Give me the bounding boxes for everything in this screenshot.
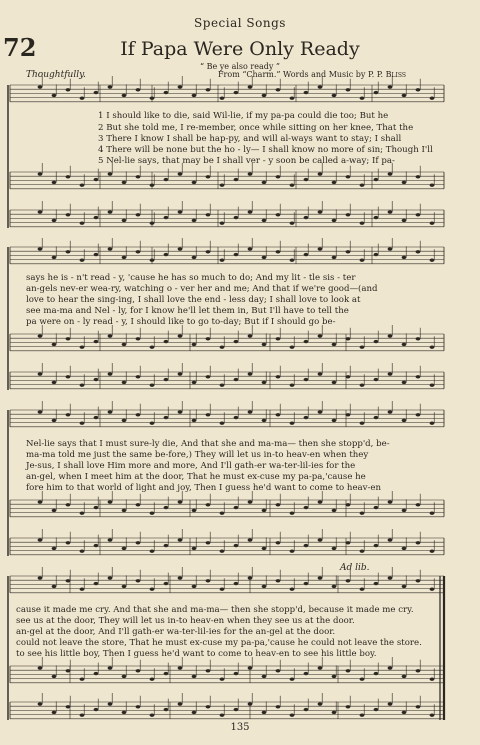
lyric-line: fore him to that world of light and joy, Then I guess he'd want to come to heav-en (26, 483, 382, 493)
lyric-line: love to hear the sing-ing, I shall love the end - less day; I shall love to look at (26, 295, 361, 305)
credit-prefix: From “Charm.” Words and Music by (218, 70, 366, 79)
lyric-line: 1 I should like to die, said Wil-lie, if my pa-pa could die too; But he (98, 111, 389, 121)
ad-lib-marking: Ad lib. (340, 563, 370, 573)
section-title: Special Songs (194, 16, 286, 30)
lyric-line: says he is - n't read - y, 'cause he has so much to do; And my lit - tle sis - ter (26, 273, 356, 283)
hymn-number: 72 (3, 33, 37, 62)
page-number: 135 (230, 722, 250, 733)
lyric-line: an-gel, when I meet him at the door, That he must ex-cuse my pa-pa,'cause he (26, 472, 366, 482)
lyric-line: could not leave the store, That he must ex-cuse my pa-pa,'cause he could not leave the store. (16, 638, 422, 648)
credit-author: P. P. Bliss (367, 70, 406, 79)
lyric-line: an-gel at the door, And I'll gath-er wa-ter-lil-ies for the an-gel at the door. (16, 627, 336, 637)
lyric-line: see us at the door, They will let us in-to heav-en when they see us at the door. (16, 616, 355, 626)
lyric-line: Nel-lie says that I must sure-ly die, And that she and ma-ma— then she stopp'd, be- (26, 439, 390, 449)
lyric-line: pa were on - ly read - y, I should like to go to-day; But if I should go be- (26, 317, 336, 327)
lyric-line: 3 There I know I shall be hap-py, and will al-ways want to stay; I shall (98, 134, 402, 144)
lyric-line: 2 But she told me, I re-member, once while sitting on her knee, That the (98, 123, 414, 133)
lyric-line: see ma-ma and Nel - ly, for I know he'll let them in, But I'll have to tell the (26, 306, 349, 316)
lyric-line: Je-sus, I shall love Him more and more, And I'll gath-er wa-ter-lil-ies for the (26, 461, 356, 471)
lyric-line: to see his little boy, Then I guess he'd want to come to heav-en to see his little boy. (16, 649, 377, 659)
lyric-line: an-gels nev-er wea-ry, watching o - ver her and me; And that if we're good—(and (26, 284, 378, 294)
tempo-marking: Thoughtfully. (26, 70, 86, 80)
lyric-line: 5 Nel-lie says, that may be I shall ver - y soon be called a-way; If pa- (98, 156, 395, 166)
lyric-line: ma-ma told me just the same be-fore,) They will let us in-to heav-en when they (26, 450, 369, 460)
lyric-line: 4 There will be none but the ho - ly— I shall know no more of sin; Though I'll (98, 145, 433, 155)
hymn-subtitle: “ Be ye also ready ” (200, 62, 280, 71)
credit-line (218, 70, 406, 79)
lyric-line: cause it made me cry. And that she and ma-ma— then she stopp'd, because it made me cry. (16, 605, 414, 615)
hymn-title: If Papa Were Only Ready (120, 38, 360, 60)
